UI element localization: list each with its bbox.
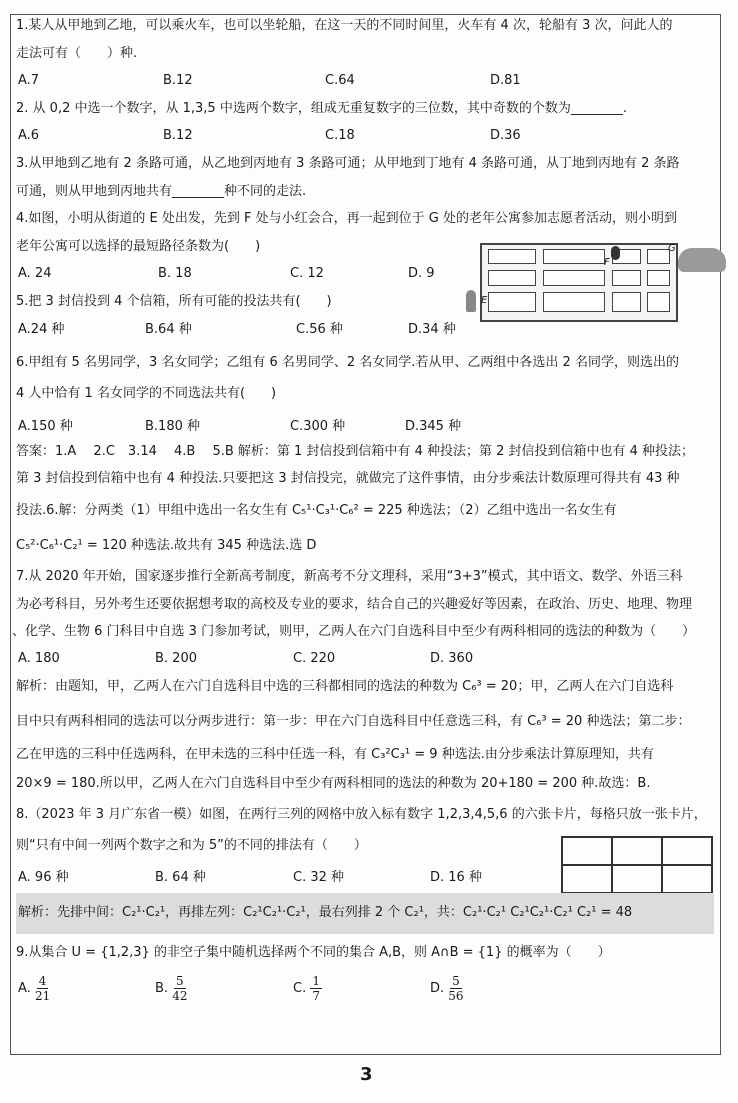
option-letter: B. (155, 981, 169, 996)
q4-option-d: D. 9 (408, 266, 435, 281)
q1-option-c: C.64 (325, 73, 355, 88)
q5-text: 5.把 3 封信投到 4 个信箱，所有可能的投法共有( ) (16, 294, 332, 309)
q4-text: 4.如图，小明从街道的 E 处出发，先到 F 处与小红会合，再一起到位于 G 处的老年公寓参加志愿者活动，则小明到 (16, 211, 677, 226)
fraction (310, 974, 322, 1003)
grid-cell (662, 865, 712, 893)
street-block (543, 270, 605, 286)
street-block (488, 270, 536, 286)
q7-text: 、化学、生物 6 门科目中自选 3 门参加考试，则甲，乙两人在六门自选科目中至少有两科相同的选法的种数为（ ） (12, 624, 696, 639)
q9-option-c (293, 974, 322, 1003)
numerator: 4 (38, 974, 47, 988)
q5-option-a: A.24 种 (18, 322, 65, 337)
numerator: 5 (176, 974, 184, 988)
q7-option-c: C. 220 (293, 651, 336, 666)
q1-text: 走法可有（ ）种. (16, 46, 138, 61)
q7-solution: 目中只有两科相同的选法可以分两步进行：第一步：甲在六门自选科目中任意选三科，有 C₆³ = 20 种选法；第二步： (16, 714, 691, 729)
fraction (35, 974, 50, 1003)
q4-option-b: B. 18 (158, 266, 192, 281)
boy-figure-icon (466, 290, 476, 312)
grid-cell (562, 837, 612, 865)
q8-option-d: D. 16 种 (430, 870, 482, 885)
denominator: 42 (172, 989, 188, 1003)
q1-text: 1.某人从甲地到乙地，可以乘火车，也可以坐轮船，在这一天的不同时间里，火车有 4 次，轮船有 3 次，问此人的 (16, 18, 673, 33)
grid-cell (662, 837, 712, 865)
apartment-building-icon (678, 248, 726, 272)
grid-cell (612, 865, 662, 893)
q2-option-a: A.6 (18, 128, 40, 143)
q7-text: 7.从 2020 年开始，国家逐步推行全新高考制度，新高考不分文理科，采用“3+3”模式，其中语文、数学、外语三科 (16, 569, 683, 584)
grid-cell (562, 865, 612, 893)
q6-text: 4 人中恰有 1 名女同学的不同选法共有( ) (16, 386, 277, 401)
street-block (488, 292, 536, 312)
street-block (488, 249, 536, 264)
q8-option-b: B. 64 种 (155, 870, 206, 885)
q5-option-b: B.64 种 (145, 322, 192, 337)
street-block (647, 270, 670, 286)
grid-cell (612, 837, 662, 865)
q6-option-d: D.345 种 (405, 419, 462, 434)
answer-text: C₅²·C₆¹·C₂¹ = 120 种选法.故共有 345 种选法.选 D (16, 538, 317, 553)
option-letter: C. (293, 981, 307, 996)
q6-text: 6.甲组有 5 名男同学，3 名女同学；乙组有 6 名男同学、2 名女同学.若从甲、乙两组中各选出 2 名同学，则选出的 (16, 355, 679, 370)
denominator: 21 (34, 989, 51, 1003)
girl-figure-icon (611, 246, 620, 260)
street-block (543, 249, 605, 264)
q7-solution: 乙在甲选的三科中任选两科，在甲未选的三科中任选一科，有 C₃²C₃¹ = 9 种选法.由分步乘法计算原理知，共有 (16, 747, 654, 762)
q8-text: 则“只有中间一列两个数字之和为 5”的不同的排法有（ ） (16, 838, 367, 853)
denominator: 56 (448, 989, 464, 1003)
q9-option-d (430, 974, 464, 1003)
q4-option-a: A. 24 (18, 266, 52, 281)
q4-option-c: C. 12 (290, 266, 324, 281)
street-block (647, 292, 670, 312)
q4-text: 老年公寓可以选择的最短路径条数为( ) (16, 239, 261, 254)
q7-option-a: A. 180 (18, 651, 60, 666)
q5-option-c: C.56 种 (296, 322, 343, 337)
q9-option-a (18, 974, 50, 1003)
q7-option-b: B. 200 (155, 651, 197, 666)
q2-text: 2. 从 0,2 中选一个数字，从 1,3,5 中选两个数字，组成无重复数字的三位数，其中奇数的个数为________. (16, 101, 627, 116)
q1-option-d: D.81 (490, 73, 521, 88)
q7-solution: 20×9 = 180.所以甲，乙两人在六门自选科目中至少有两科相同的选法的种数为 20+180 = 200 种.故选：B. (16, 776, 651, 791)
q9-text: 9.从集合 U = {1,2,3} 的非空子集中随机选择两个不同的集合 A,B，则 A∩B = {1} 的概率为（ ） (16, 945, 611, 960)
q9-option-b (155, 974, 187, 1003)
answer-text: 第 3 封信投到信箱中也有 4 种投法.只要把这 3 封信投完，就做完了这件事情，由分步乘法计数原理可得共有 43 种 (16, 471, 680, 486)
street-block (612, 270, 641, 286)
q8-option-c: C. 32 种 (293, 870, 345, 885)
q8-text: 8.（2023 年 3 月广东省一模）如图，在两行三列的网格中放入标有数字 1,2,3,4,5,6 的六张卡片，每格只放一张卡片， (16, 807, 707, 822)
street-block (543, 292, 605, 312)
option-letter: D. (430, 981, 445, 996)
street-block (612, 292, 641, 312)
answer-text: 投法.6.解：分两类（1）甲组中选出一名女生有 C₅¹·C₃¹·C₆² = 225 种选法；（2）乙组中选出一名女生有 (16, 503, 617, 518)
street-block (647, 249, 670, 264)
q2-option-c: C.18 (325, 128, 355, 143)
q6-option-a: A.150 种 (18, 419, 73, 434)
street-map-figure (480, 243, 678, 322)
numerator: 5 (452, 974, 460, 988)
fraction (172, 974, 187, 1003)
two-by-three-grid-figure (561, 836, 713, 894)
q6-option-c: C.300 种 (290, 419, 346, 434)
q2-option-d: D.36 (490, 128, 521, 143)
page-number: 3 (360, 1064, 373, 1085)
q3-text: 可通，则从甲地到丙地共有________种不同的走法. (16, 184, 307, 199)
q8-solution: 解析：先排中间：C₂¹·C₂¹，再排左列：C₂¹C₂¹·C₂¹，最右列排 2 个 C₂¹，共：C₂¹·C₂¹ C₂¹C₂¹·C₂¹ C₂¹ = 48 (18, 905, 633, 920)
numerator: 1 (312, 974, 320, 988)
answer-text: 答案：1.A 2.C 3.14 4.B 5.B 解析：第 1 封信投到信箱中有 4 种投法；第 2 封信投到信箱中也有 4 种投法； (16, 444, 695, 459)
q6-option-b: B.180 种 (145, 419, 200, 434)
q3-text: 3.从甲地到乙地有 2 条路可通，从乙地到丙地有 3 条路可通；从甲地到丁地有 4 条路可通，从丁地到丙地有 2 条路 (16, 156, 680, 171)
q1-option-a: A.7 (18, 73, 40, 88)
q2-option-b: B.12 (163, 128, 193, 143)
q7-text: 为必考科目，另外考生还要依据想考取的高校及专业的要求，结合自己的兴趣爱好等因素，在政治、历史、地理、物理 (16, 597, 693, 612)
fraction (448, 974, 463, 1003)
point-f-label: F (604, 257, 610, 268)
q1-option-b: B.12 (163, 73, 193, 88)
q8-option-a: A. 96 种 (18, 870, 69, 885)
denominator: 7 (312, 989, 320, 1003)
q7-solution: 解析：由题知，甲，乙两人在六门自选科目中选的三科都相同的选法的种数为 C₆³ = 20；甲，乙两人在六门自选科 (16, 679, 674, 694)
point-e-label: E (481, 295, 488, 306)
point-g-label: G (668, 243, 676, 254)
q7-option-d: D. 360 (430, 651, 474, 666)
q5-option-d: D.34 种 (408, 322, 456, 337)
option-letter: A. (18, 981, 31, 996)
